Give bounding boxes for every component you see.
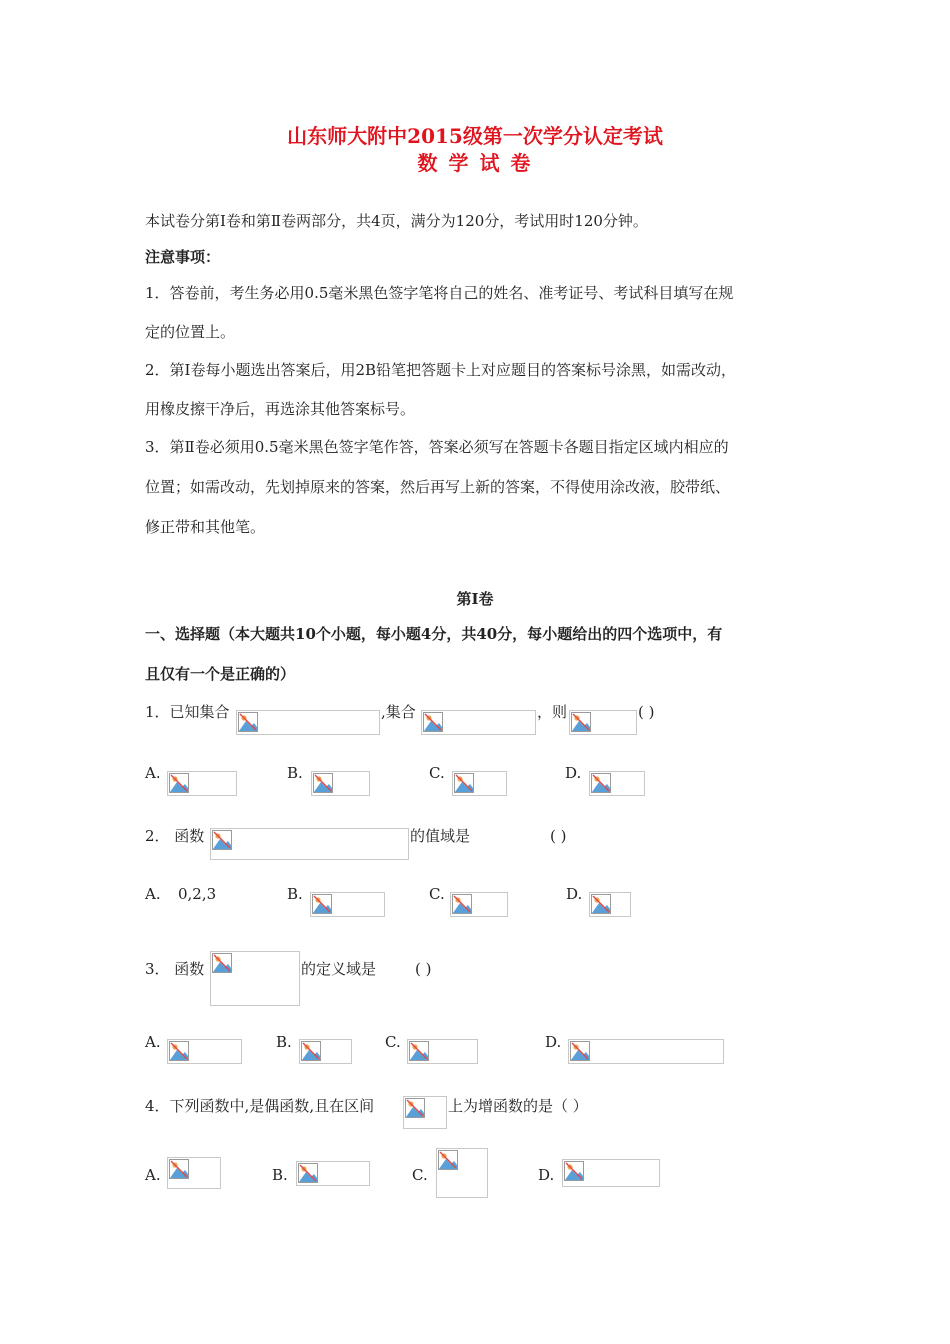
q4-option-a-label: A. — [145, 1166, 161, 1184]
q4-option-b-label: B. — [272, 1166, 288, 1184]
q1-set-b-image — [421, 710, 536, 735]
section-heading-line-1: 一、选择题（本大题共10个小题，每小题4分，共40分，每小题给出的四个选项中，有 — [145, 625, 723, 643]
note-3-line-2: 位置；如需改动，先划掉原来的答案，然后再写上新的答案，不得使用涂改液，胶带纸、 — [145, 478, 731, 496]
q1-expression-image — [569, 710, 637, 735]
q1-text-b: ,集合 — [381, 703, 416, 721]
section-title: 第Ⅰ卷 — [456, 590, 494, 608]
q1-option-a-label: A. — [145, 764, 161, 782]
note-2-line-1: 2．第Ⅰ卷每小题选出答案后，用2B铅笔把答题卡上对应题目的答案标号涂黑，如需改动， — [145, 361, 737, 379]
q1-option-b-label: B. — [287, 764, 303, 782]
q2-text-b: 的值域是 — [410, 827, 471, 845]
q1-option-a-image — [167, 771, 237, 796]
q2-option-a-label: A. — [145, 885, 161, 903]
note-3-line-3: 修正带和其他笔。 — [145, 518, 266, 536]
q3-option-b-image — [299, 1039, 352, 1064]
q4-text-a: 4．下列函数中,是偶函数,且在区间 — [145, 1097, 375, 1115]
q3-option-b-label: B. — [276, 1033, 292, 1051]
q4-text-b: 上为增函数的是（ ） — [448, 1097, 588, 1115]
q1-option-c-image — [452, 771, 507, 796]
q3-option-d-image — [568, 1039, 724, 1064]
intro-text: 本试卷分第Ⅰ卷和第Ⅱ卷两部分，共4页，满分为120分，考试用时120分钟。 — [145, 212, 648, 230]
q4-option-c-label: C. — [412, 1166, 428, 1184]
q2-option-d-label: D. — [566, 885, 583, 903]
q2-option-c-image — [450, 892, 508, 917]
q3-option-a-label: A. — [145, 1033, 161, 1051]
q2-option-d-image — [589, 892, 631, 917]
q3-option-d-label: D. — [545, 1033, 562, 1051]
q4-option-d-image — [562, 1159, 660, 1187]
q4-interval-image — [403, 1096, 447, 1129]
q2-option-c-label: C. — [429, 885, 445, 903]
q3-answer-paren: ( ) — [415, 960, 432, 978]
q1-option-b-image — [311, 771, 370, 796]
note-1-line-2: 定的位置上。 — [145, 323, 236, 341]
exam-subtitle: 数 学 试 卷 — [417, 151, 533, 175]
q1-text-c: ，则 — [537, 703, 568, 721]
q3-option-a-image — [167, 1039, 242, 1064]
q1-set-a-image — [236, 710, 380, 735]
q2-option-b-label: B. — [287, 885, 303, 903]
q4-option-d-label: D. — [538, 1166, 555, 1184]
q1-option-d-image — [589, 771, 645, 796]
q3-option-c-image — [407, 1039, 478, 1064]
q4-option-a-image — [167, 1157, 221, 1189]
q3-function-image — [210, 951, 300, 1006]
note-1-line-1: 1．答卷前，考生务必用0.5毫米黑色签字笔将自己的姓名、准考证号、考试科目填写在规 — [145, 284, 734, 302]
q1-answer-paren: ( ) — [638, 703, 655, 721]
q2-answer-paren: ( ) — [550, 827, 567, 845]
section-heading-line-2: 且仅有一个是正确的） — [145, 665, 296, 683]
q2-option-b-image — [310, 892, 385, 917]
q4-option-b-image — [296, 1161, 370, 1186]
q3-text-b: 的定义域是 — [301, 960, 377, 978]
q2-option-a-value: 0,2,3 — [178, 885, 217, 903]
q3-option-c-label: C. — [385, 1033, 401, 1051]
q2-text-a: 2． 函数 — [145, 827, 205, 845]
q1-option-d-label: D. — [565, 764, 582, 782]
note-3-line-1: 3．第Ⅱ卷必须用0.5毫米黑色签字笔作答，答案必须写在答题卡各题目指定区域内相应的 — [145, 438, 729, 456]
exam-title: 山东师大附中2015级第一次学分认定考试 — [287, 124, 663, 148]
q2-function-image — [210, 828, 409, 860]
notes-heading: 注意事项： — [145, 248, 221, 266]
note-2-line-2: 用橡皮擦干净后，再选涂其他答案标号。 — [145, 400, 416, 418]
q3-text-a: 3． 函数 — [145, 960, 205, 978]
q1-text-a: 1．已知集合 — [145, 703, 230, 721]
q1-option-c-label: C. — [429, 764, 445, 782]
q4-option-c-image — [436, 1148, 488, 1198]
